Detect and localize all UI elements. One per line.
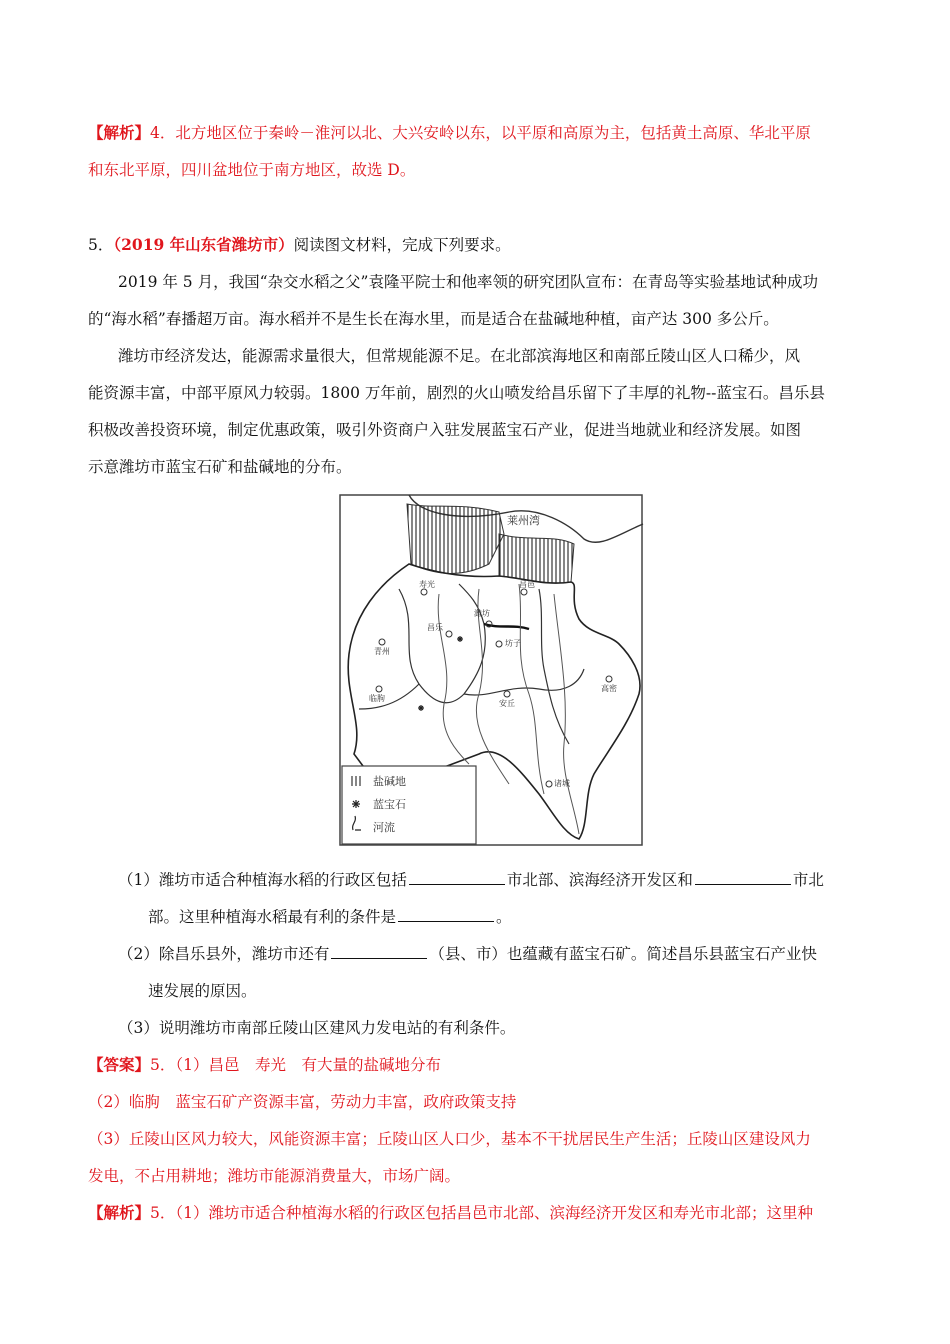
legend-sapphire-icon <box>352 800 360 808</box>
analysis4-line1 <box>88 122 811 144</box>
county-boundary-4 <box>359 684 419 709</box>
sea-label: 莱州湾 <box>507 514 540 527</box>
analysis4-text1: 4．北方地区位于秦岭－淮河以北、大兴安岭以东，以平原和高原为主，包括黄土高原、华北平原 <box>150 124 811 142</box>
q1-blank-1[interactable] <box>409 869 505 885</box>
place-fangzi: 坊子 <box>505 639 521 648</box>
question-number: 5． <box>88 236 114 254</box>
answer5-a1: 5．（1）昌邑 寿光 有大量的盐碱地分布 <box>150 1056 441 1074</box>
analysis5-text1: 5．（1）潍坊市适合种植海水稻的行政区包括昌邑市北部、滨海经济开发区和寿光市北部；这里种 <box>150 1204 813 1222</box>
answer5-a3-line2: 发电，不占用耕地；潍坊市能源消费量大，市场广阔。 <box>88 1167 461 1185</box>
subquestion-2 <box>118 943 817 965</box>
subquestion-2-cont: 速发展的原因。 <box>148 982 257 1000</box>
legend-saline-swatch <box>349 776 363 786</box>
q1-text-e: 。 <box>496 908 512 926</box>
place-anqiu: 安丘 <box>499 699 515 708</box>
q2-text-a: （2）除昌乐县外，潍坊市还有 <box>118 945 330 963</box>
river-1 <box>476 589 509 784</box>
river-3 <box>438 594 469 764</box>
river-4 <box>554 594 579 834</box>
answer5-a2: （2）临朐 蓝宝石矿产资源丰富，劳动力丰富，政府政策支持 <box>88 1093 517 1111</box>
analysis5-line1 <box>88 1202 813 1224</box>
subquestion-3: （3）说明潍坊市南部丘陵山区建风力发电站的有利条件。 <box>118 1019 516 1037</box>
question-instruction: 阅读图文材料，完成下列要求。 <box>293 236 511 254</box>
q1-blank-3[interactable] <box>398 906 494 922</box>
legend-river: 河流 <box>373 821 395 834</box>
q1-text-d: 部。这里种植海水稻最有利的条件是 <box>148 908 397 926</box>
analysis-tag: 【解析】 <box>88 1203 151 1222</box>
analysis-tag: 【解析】 <box>88 123 151 142</box>
place-weifang: 潍坊 <box>474 609 490 618</box>
para2-line2: 能资源丰富，中部平原风力较弱。1800 万年前，剧烈的火山喷发给昌乐留下了丰厚的礼物--蓝宝石。昌乐县 <box>88 384 825 402</box>
q1-text-c: 市北 <box>792 871 824 889</box>
subquestion-1 <box>118 869 824 891</box>
place-changle: 昌乐 <box>427 623 443 632</box>
place-gaomi: 高密 <box>601 684 617 693</box>
q1-blank-2[interactable] <box>695 869 791 885</box>
answer5-a3-line1: （3）丘陵山区风力较大，风能资源丰富；丘陵山区人口少，基本不干扰居民生产生活；丘陵山区建设风力 <box>88 1130 811 1148</box>
para2-line1: 潍坊市经济发达，能源需求量很大，但常规能源不足。在北部滨海地区和南部丘陵山区人口稀少，风 <box>118 347 801 365</box>
para1-line2: 的“海水稻”春播超万亩。海水稻并不是生长在海水里，而是适合在盐碱地种植，亩产达 300 多公斤。 <box>88 310 779 328</box>
q2-blank-1[interactable] <box>331 943 427 959</box>
para1-line1: 2019 年 5 月，我国“杂交水稻之父”袁隆平院士和他率领的研究团队宣布：在青岛等实验基地试种成功 <box>118 273 818 291</box>
subquestion-1-cont <box>148 906 512 928</box>
place-linqu: 临朐 <box>369 694 385 703</box>
question-source: （2019 年山东省潍坊市） <box>113 235 294 254</box>
legend-sapphire: 蓝宝石 <box>373 798 406 811</box>
legend-saline: 盐碱地 <box>373 775 406 788</box>
place-qingzhou: 青州 <box>374 647 390 656</box>
para2-line3: 积极改善投资环境，制定优惠政策，吸引外资商户入驻发展蓝宝石产业，促进当地就业和经济发展。如图 <box>88 421 802 439</box>
q1-text-b: 市北部、滨海经济开发区和 <box>506 871 693 889</box>
saline-area-west <box>407 504 504 573</box>
question5-header <box>88 234 511 256</box>
q2-text-b: （县、市）也蕴藏有蓝宝石矿。简述昌乐县蓝宝石产业快 <box>429 945 817 963</box>
place-zhucheng: 诸城 <box>554 779 570 788</box>
saline-area-east <box>499 534 574 583</box>
county-boundary-3 <box>539 589 569 744</box>
para2-line4: 示意潍坊市蓝宝石矿和盐碱地的分布。 <box>88 458 352 476</box>
answer-tag: 【答案】 <box>88 1055 151 1074</box>
answer5-line1 <box>88 1054 441 1076</box>
place-shouguang: 寿光 <box>419 580 435 589</box>
weifang-map <box>339 494 644 846</box>
q1-text-a: （1）潍坊市适合种植海水稻的行政区包括 <box>118 871 407 889</box>
place-changyi: 昌邑 <box>519 580 535 589</box>
analysis4-line2: 和东北平原，四川盆地位于南方地区，故选 D。 <box>88 161 416 179</box>
